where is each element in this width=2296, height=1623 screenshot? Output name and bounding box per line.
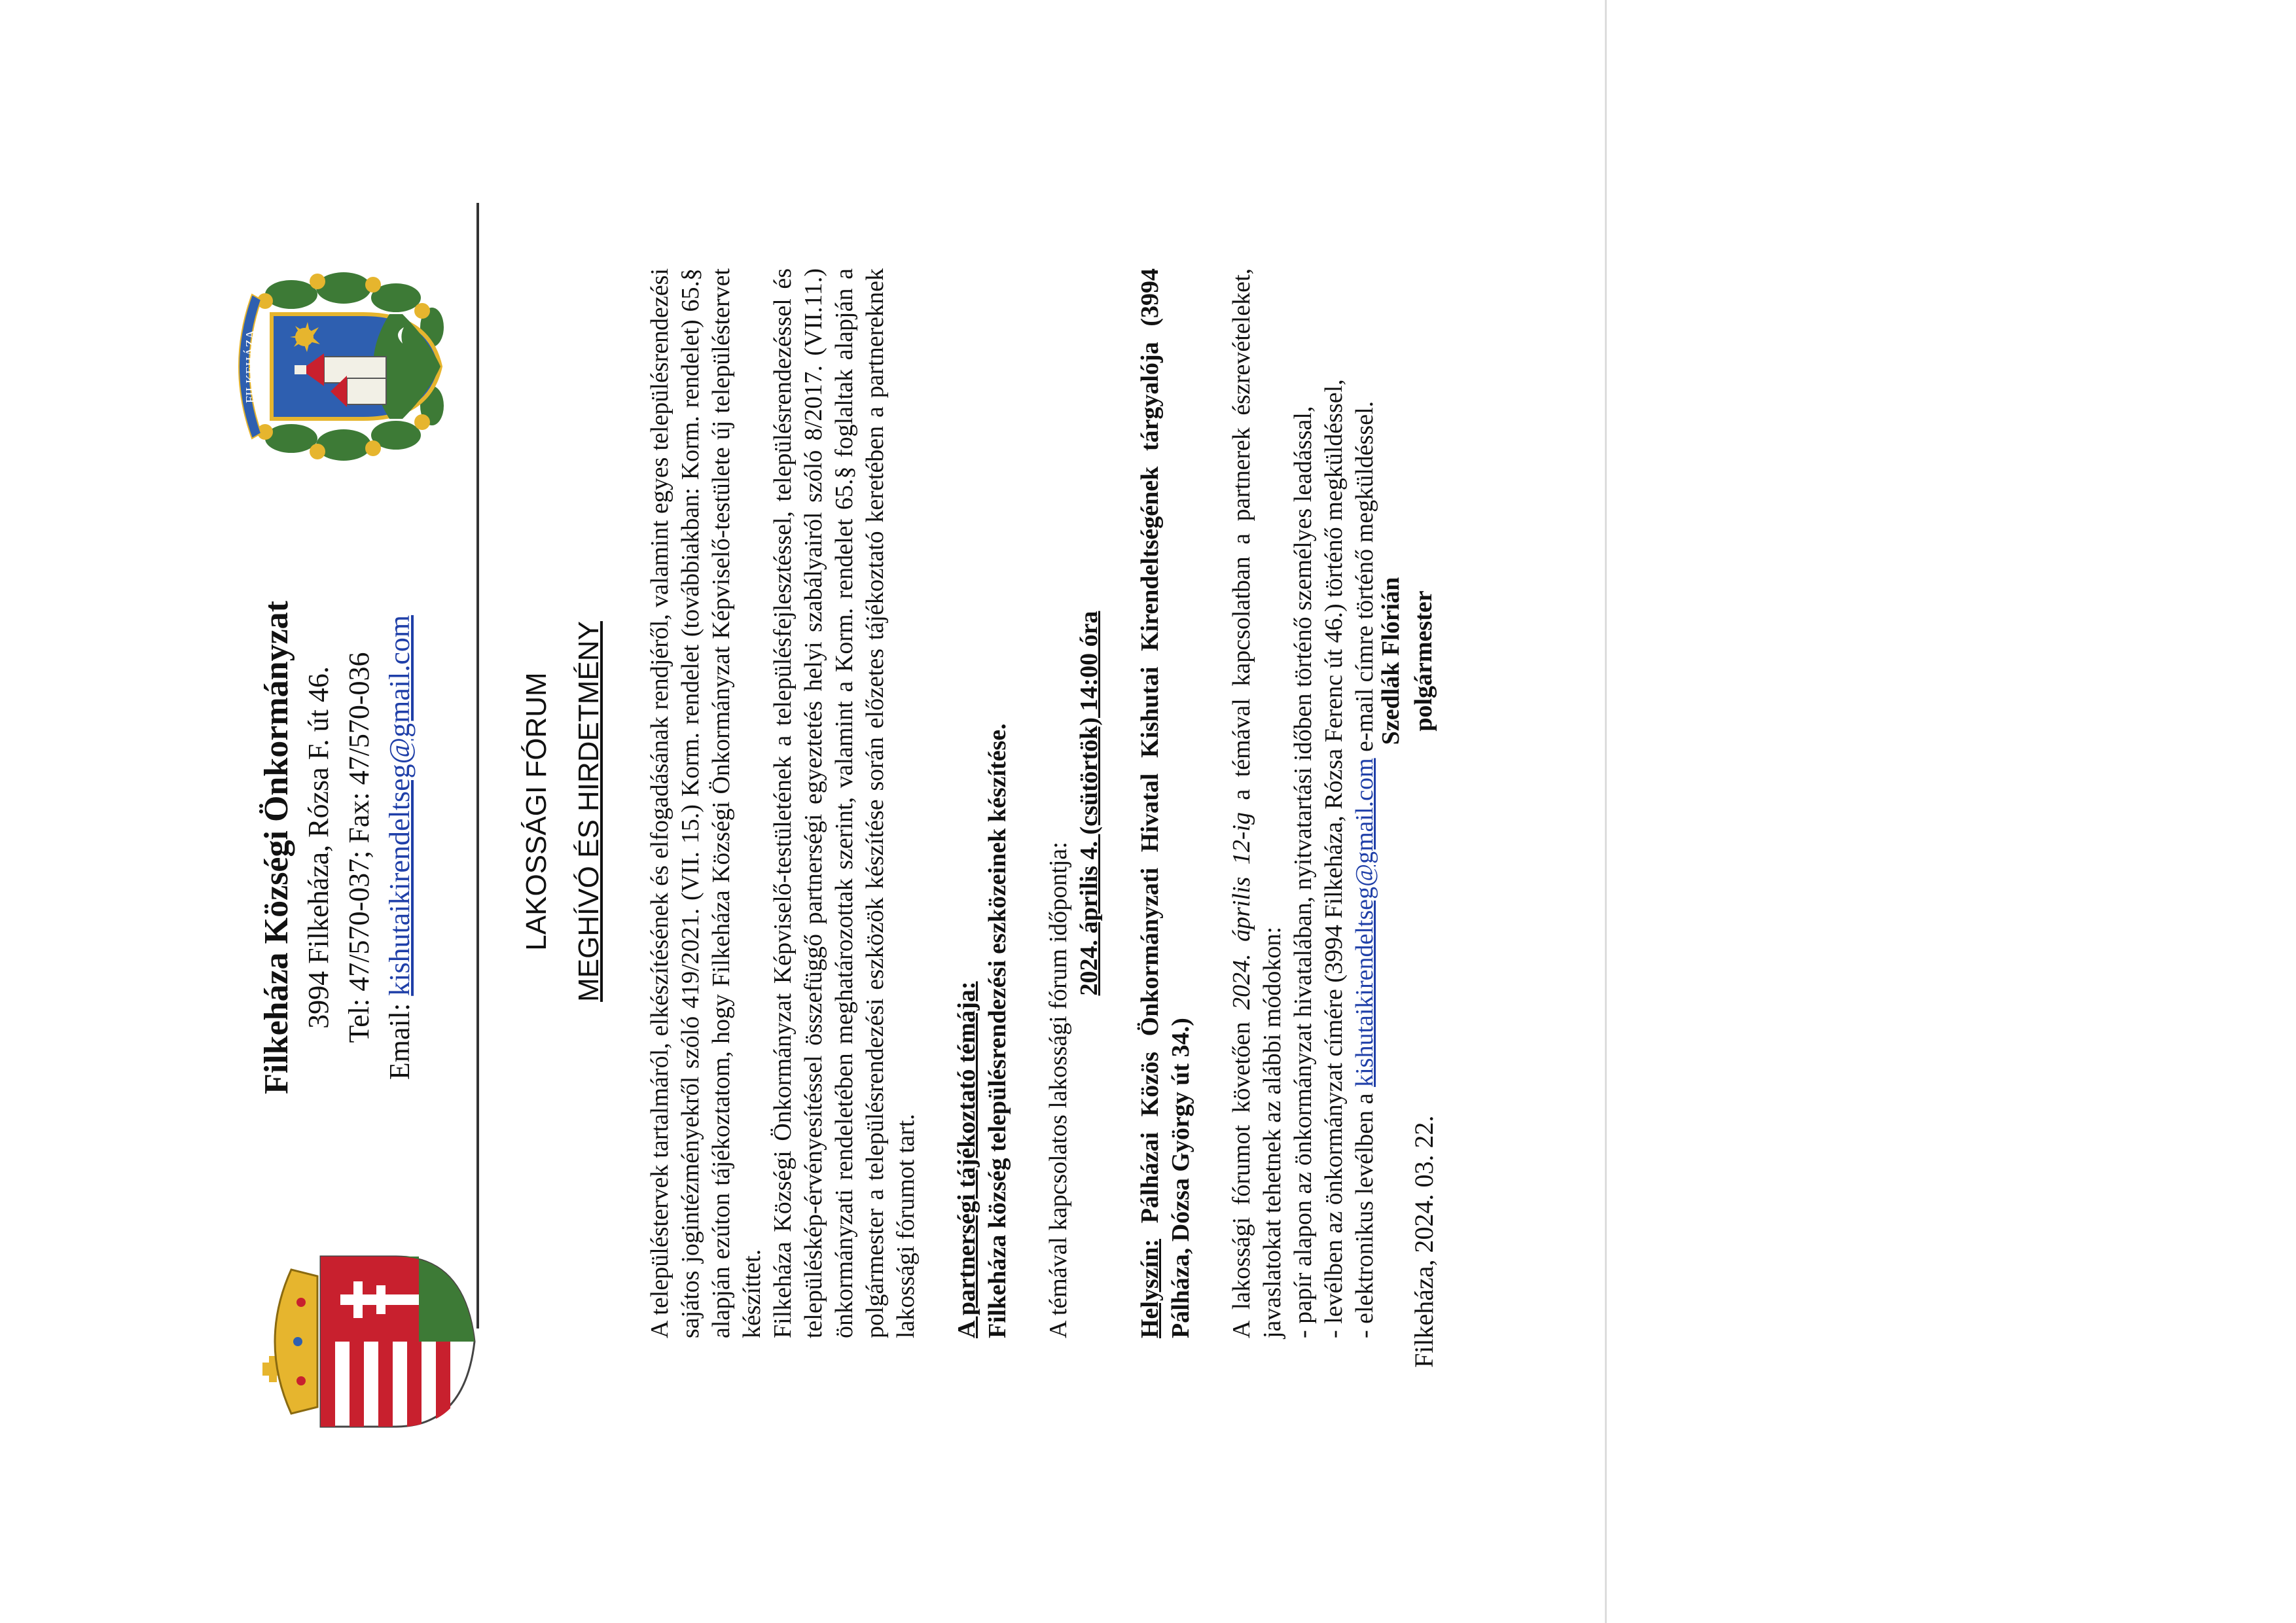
hungary-coat-of-arms-icon xyxy=(259,1230,478,1453)
document-body xyxy=(645,268,1380,1338)
header-email-link[interactable]: kishutaikirendeltseg@gmail.com xyxy=(384,615,416,996)
email-label: Email: xyxy=(384,1003,416,1080)
document-date: Filkeháza, 2024. 03. 22. xyxy=(1409,1115,1439,1368)
signer-title: polgármester xyxy=(1410,590,1437,732)
letterhead xyxy=(255,465,420,1230)
email-line xyxy=(380,465,420,1230)
comments-deadline: 2024. április 12-ig xyxy=(1228,812,1255,1010)
method-letter: - levélben az önkormányzat címére (3994 Filkeháza, Rózsa Ferenc út 46.) történő megküldéssel, xyxy=(1320,379,1348,1338)
topic-heading: A partnerségi tájékoztató témája: xyxy=(953,981,980,1338)
method-email-pre: - elektronikus levélben a xyxy=(1351,1093,1378,1338)
venue-paragraph xyxy=(1135,268,1196,1338)
venue-text: Pálházai Közös Önkormányzati Hivatal Kishutai Kirendeltségének tárgyalója (3994 Pálháza, Dózsa György út 34.) xyxy=(1136,268,1194,1338)
partnership-paragraph: Filkeháza Községi Önkormányzat Képviselő-testületének a településfejlesztéssel, településrendezéssel és településkép-érvényesítéssel összefüggő partnerségi egyeztetés helyi szabályairól szóló 8/2017. (VII.11.) önkormányzati rendeletében meghatározottak szerint, valamint a Korm. rendelet 65.§ foglaltak alapján a polgármester a településrendezési eszközök készítése során előzetes tájékoztató keretében a partnereknek lakossági fórumot tart. xyxy=(769,268,920,1338)
address: 3994 Filkeháza, Rózsa F. út 46. xyxy=(302,666,334,1029)
comments-post: a témával kapcsolatban a partnerek észrevételeket, javaslatokat tehetnek az alábbi módokon: xyxy=(1228,268,1286,1338)
signer-name: Szedlák Flórián xyxy=(1377,577,1405,745)
method-paper: - papír alapon az önkormányzat hivatalában, nyitvatartási időben történő személyes leadással, xyxy=(1289,406,1317,1338)
topic-text: Filkeháza község településrendezési eszközeinek készítése. xyxy=(984,723,1011,1338)
comments-pre: A lakossági fórumot követően xyxy=(1228,1022,1255,1338)
forum-date: 2024. április 4. (csütörtök) 14:00 óra xyxy=(1075,611,1103,996)
phone-fax: Tel: 47/570-037; Fax: 47/570-036 xyxy=(343,652,375,1043)
venue-label: Helyszín: xyxy=(1136,1239,1164,1338)
header-divider xyxy=(476,203,479,1329)
signature-block xyxy=(1374,497,1440,825)
title-lakossagi-forum: LAKOSSÁGI FÓRUM xyxy=(520,672,552,951)
forum-intro: A témával kapcsolatos lakossági fórum időpontja: xyxy=(1045,842,1072,1338)
village-ribbon-text: FILKEHÁZA xyxy=(243,329,258,404)
method-email-link[interactable]: kishutaikirendeltseg@gmail.com xyxy=(1351,758,1378,1087)
comments-paragraph xyxy=(1227,268,1288,1338)
title-meghivo: MEGHÍVÓ ÉS HIRDETMÉNY xyxy=(573,621,605,1002)
organization-name: Filkeháza Községi Önkormányzat xyxy=(258,601,295,1094)
village-coat-of-arms-icon xyxy=(232,268,455,465)
intro-paragraph: A településtervek tartalmáról, elkészítésének és elfogadásának rendjéről, valamint egyes településrendezési sajátos jogintézményekről szóló 419/2021. (VII. 15.) Korm. rendelet (továbbiakban: Korm. rendelet) 65.§ alapján ezúton tájékoztatom, hogy Filkeháza Községi Önkormányzat Képviselő-testülete új településtervet készíttet. xyxy=(646,268,766,1338)
method-email-post: e-mail címre történő megküldéssel. xyxy=(1351,401,1378,752)
scan-edge-line xyxy=(1605,0,1607,1623)
